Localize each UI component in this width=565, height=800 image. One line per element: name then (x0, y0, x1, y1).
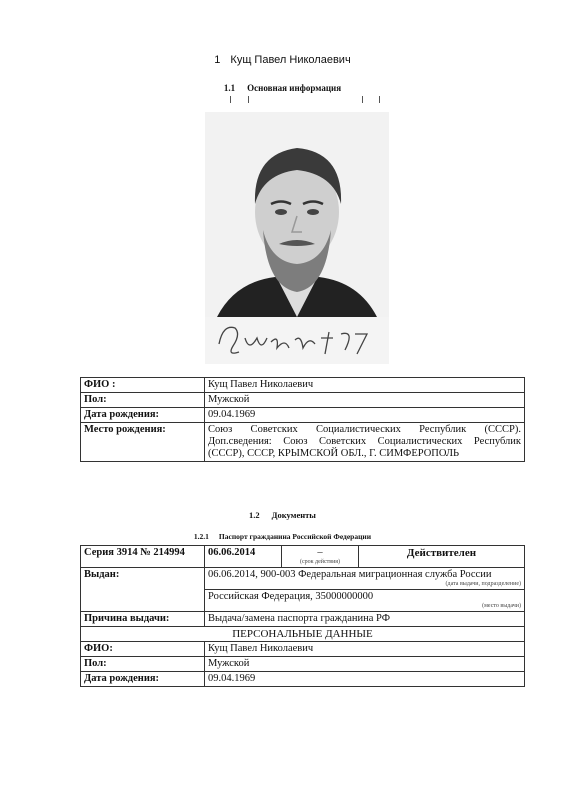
basic-info-table (80, 377, 525, 462)
table-row (81, 423, 525, 462)
subsection-heading: Основная информация (247, 83, 342, 93)
table-row (81, 672, 525, 687)
passport-gender-label: Пол: (81, 657, 205, 672)
documents-section-title: Документы (271, 510, 316, 520)
table-row (81, 393, 525, 408)
dob-value: 09.04.1969 (205, 408, 525, 423)
page-title (0, 54, 565, 66)
portrait-photo (205, 112, 389, 364)
dob-label: Дата рождения: (81, 408, 205, 423)
validity-dash: – (317, 547, 323, 558)
passport-gender-value: Мужской (205, 657, 525, 672)
place-caption: (место выдачи) (482, 603, 521, 609)
passport-table (80, 545, 525, 687)
table-row (81, 546, 525, 568)
passport-fio-value: Кущ Павел Николаевич (205, 642, 525, 657)
pob-label: Место рождения: (81, 423, 205, 462)
section-number: 1 (214, 54, 221, 66)
reason-label: Причина выдачи: (81, 612, 205, 627)
subsection-number: 1.1 (223, 83, 236, 93)
documents-section-number: 1.2 (249, 510, 260, 520)
table-row (81, 612, 525, 627)
validity-cell (282, 546, 359, 568)
person-name-heading: Кущ Павел Николаевич (230, 54, 351, 66)
issued-label: Выдан: (81, 568, 205, 612)
personal-data-header: ПЕРСОНАЛЬНЫЕ ДАННЫЕ (81, 627, 525, 642)
table-row (81, 378, 525, 393)
table-row (81, 642, 525, 657)
gender-label: Пол: (81, 393, 205, 408)
passport-section-number: 1.2.1 (193, 532, 209, 541)
pob-value: Союз Советских Социалистических Республик (СССР). Доп.сведения: Союз Советских Социалистических Республик (СССР), СССР, КРЫМСКОЙ ОБЛ., Г. СИМФЕРОПОЛЬ (205, 423, 525, 462)
passport-dob-value: 09.04.1969 (205, 672, 525, 687)
reason-value: Выдача/замена паспорта гражданина РФ (205, 612, 525, 627)
table-row (81, 408, 525, 423)
documents-heading (0, 510, 565, 520)
place-value: Российская Федерация, 35000000000 (208, 591, 374, 602)
issued-caption: (дата выдачи, подразделение) (445, 581, 521, 587)
fio-value: Кущ Павел Николаевич (205, 378, 525, 393)
table-row (81, 568, 525, 590)
fio-label: ФИО : (81, 378, 205, 393)
table-row (81, 657, 525, 672)
issued-cell (205, 568, 525, 590)
passport-fio-label: ФИО: (81, 642, 205, 657)
passport-dob-label: Дата рождения: (81, 672, 205, 687)
crop-marks (230, 96, 380, 106)
portrait-image (205, 112, 389, 364)
issue-date: 06.06.2014 (205, 546, 282, 568)
place-cell (205, 590, 525, 612)
gender-value: Мужской (205, 393, 525, 408)
table-row (81, 627, 525, 642)
status-badge: Действителен (359, 546, 525, 568)
validity-caption: (срок действия) (299, 559, 341, 565)
series-label: Серия 3914 № 214994 (81, 546, 205, 568)
issued-value: 06.06.2014, 900-003 Федеральная миграционная служба России (208, 569, 492, 580)
subsection-title (0, 83, 565, 93)
passport-section-title: Паспорт гражданина Российской Федерации (218, 532, 372, 541)
passport-heading (0, 532, 565, 541)
